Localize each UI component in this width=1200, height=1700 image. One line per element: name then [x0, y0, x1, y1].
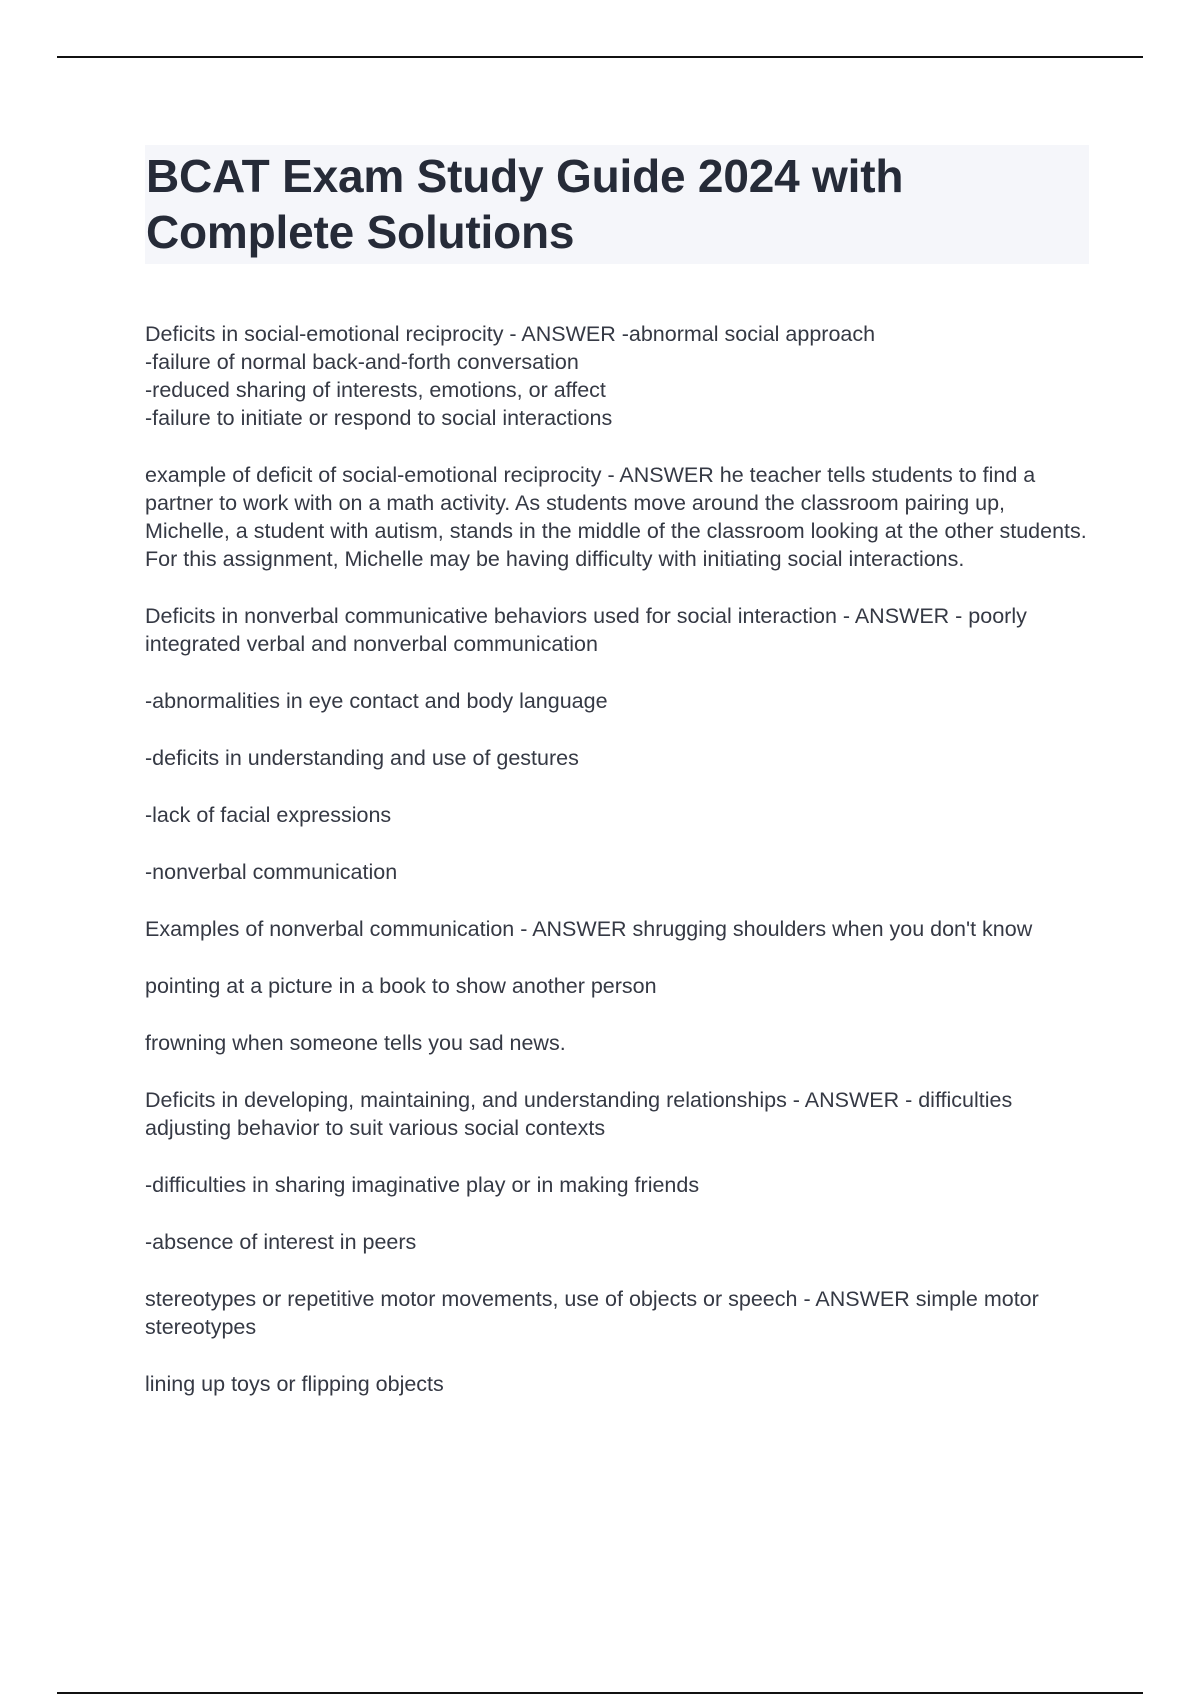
document-body [145, 145, 1093, 1427]
header-rule [57, 56, 1143, 58]
qa-paragraph: -difficulties in sharing imaginative play or in making friends [145, 1173, 700, 1197]
qa-paragraph: -abnormalities in eye contact and body language [145, 689, 608, 713]
footer-rule [57, 1692, 1143, 1694]
qa-paragraph: Deficits in social-emotional reciprocity - ANSWER -abnormal social approach -failure of normal back-and-forth conversation -reduced sharing of interests, emotions, or affect -failure to initiate or respond to social interactions [145, 322, 876, 430]
qa-paragraph: Deficits in nonverbal communicative behaviors used for social interaction - ANSWER - poorly integrated verbal and nonverbal communication [145, 604, 1033, 656]
qa-paragraph: -lack of facial expressions [145, 803, 392, 827]
qa-paragraph: stereotypes or repetitive motor movements, use of objects or speech - ANSWER simple motor stereotypes [145, 1287, 1045, 1339]
qa-paragraph: pointing at a picture in a book to show another person [145, 974, 657, 998]
qa-paragraph: -deficits in understanding and use of gestures [145, 746, 579, 770]
document-title: BCAT Exam Study Guide 2024 with Complete Solutions [146, 150, 904, 258]
title-block [145, 145, 1089, 264]
qa-paragraph: frowning when someone tells you sad news. [145, 1031, 566, 1055]
qa-paragraph: lining up toys or flipping objects [145, 1372, 444, 1396]
qa-paragraph: example of deficit of social-emotional reciprocity - ANSWER he teacher tells students to find a partner to work with on a math activity. As students move around the classroom pairing up, Michelle, a student with autism, stands in the middle of the classroom looking at the other students. For this assignment, Michelle may be having difficulty with initiating social interactions. [145, 463, 1093, 571]
qa-paragraph: Deficits in developing, maintaining, and understanding relationships - ANSWER - difficulties adjusting behavior to suit various social contexts [145, 1088, 1019, 1140]
qa-paragraph: -absence of interest in peers [145, 1230, 417, 1254]
qa-paragraph: -nonverbal communication [145, 860, 398, 884]
qa-paragraph: Examples of nonverbal communication - ANSWER shrugging shoulders when you don't know [145, 917, 1033, 941]
